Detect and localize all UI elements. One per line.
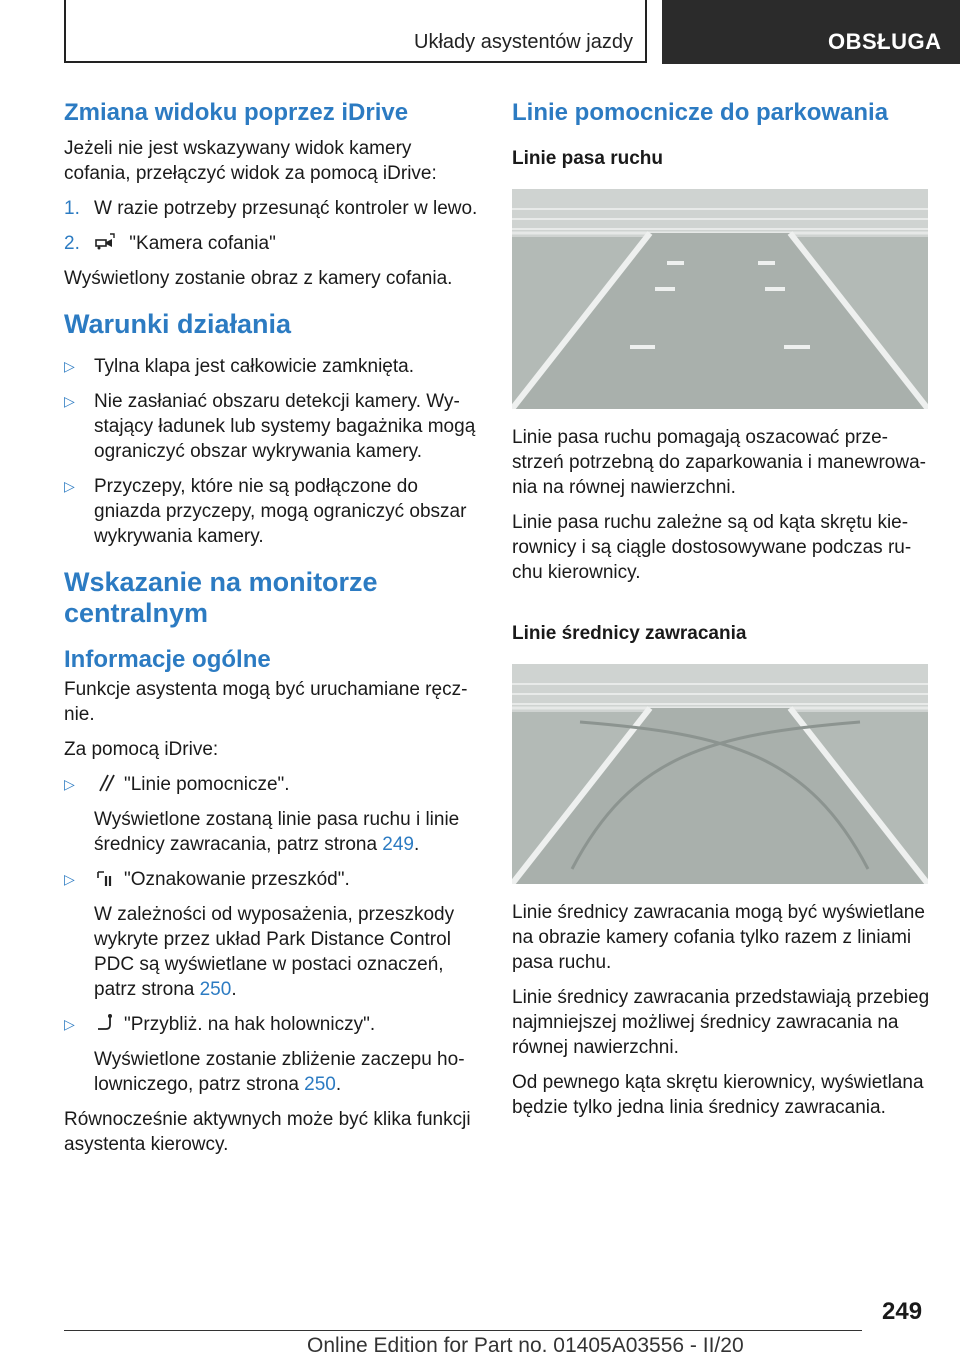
triangle-bullet-icon: ▷ <box>64 393 75 409</box>
page-number: 249 <box>882 1298 923 1325</box>
section-title-conditions: Warunki działania <box>64 309 292 339</box>
footer-edition: Online Edition for Part no. 01405A03556 - II/20 <box>307 1334 744 1357</box>
page-link[interactable]: 250 <box>199 979 232 1000</box>
paragraph: Wyświetlony zostanie obraz z kamery cofania. <box>64 268 453 289</box>
bullet-item <box>64 474 482 549</box>
bullet-item <box>64 354 482 379</box>
bullet-text: Przyczepy, które nie są podłączone do gniazda przyczepy, mogą ograniczyć obszar wykrywania kamery. <box>94 476 467 547</box>
bullet-item <box>64 867 482 1002</box>
paragraph: Linie pasa ruchu zależne są od kąta skrętu kie- rownicy i są ciągle dostosowywane podczas ru- chu kierownicy. <box>512 512 912 583</box>
left-column <box>64 98 482 1167</box>
subsection-title-general: Informacje ogólne <box>64 646 271 673</box>
paragraph: Od pewnego kąta skrętu kierownicy, wyświetlana będzie tylko jedna linia średnicy zawracania. <box>512 1072 924 1118</box>
triangle-bullet-icon: ▷ <box>64 776 75 792</box>
subsection-heading-turning-lines: Linie średnicy zawracania <box>512 623 747 644</box>
bullet-item <box>64 1012 482 1097</box>
section-title-parking-lines: Linie pomocnicze do parkowania <box>512 99 889 126</box>
bullet-text: Nie zasłaniać obszaru detekcji kamery. Wy- stający ładunek lub systemy bagażnika mogą ograniczyć obszar wykrywania kamery. <box>94 391 476 462</box>
bullet-item <box>64 772 482 857</box>
paragraph: Jeżeli nie jest wskazywany widok kamery cofania, przełączyć widok za pomocą iDrive: <box>64 138 437 184</box>
header-section-title: Układy asystentów jazdy <box>64 0 647 63</box>
bullet-label: "Przybliż. na hak holowniczy". <box>124 1014 376 1035</box>
paragraph: Funkcje asystenta mogą być uruchamiane ręcz- nie. <box>64 679 468 725</box>
step-text: "Kamera cofania" <box>129 233 276 254</box>
turning-lines-figure <box>512 664 928 884</box>
bullet-description: W zależności od wyposażenia, przeszkody wykryte przez układ Park Distance Control PDC są wyświetlane w postaci oznaczeń, patrz strona 250. <box>94 904 455 1000</box>
step-number: 2. <box>64 233 80 254</box>
header-chapter-tab[interactable]: OBSŁUGA <box>662 0 960 64</box>
section-title-monitor: Wskazanie na monitorze centralnym <box>64 567 378 628</box>
bullet-item <box>64 389 482 464</box>
bullet-description: Wyświetlone zostanie zbliżenie zaczepu ho- lowniczego, patrz strona 250. <box>94 1049 465 1095</box>
obstacle-marking-icon <box>94 868 118 888</box>
triangle-bullet-icon: ▷ <box>64 871 75 887</box>
triangle-bullet-icon: ▷ <box>64 478 75 494</box>
step-item <box>64 231 482 256</box>
subsection-heading-lane-lines: Linie pasa ruchu <box>512 148 663 169</box>
paragraph: Linie pasa ruchu pomagają oszacować prze- strzeń potrzebną do zaparkowania i manewrowa- nia na równej nawierzchni. <box>512 427 926 498</box>
bullet-text: Tylna klapa jest całkowicie zamknięta. <box>94 356 414 377</box>
footer-divider <box>64 1330 862 1331</box>
step-text: W razie potrzeby przesunąć kontroler w lewo. <box>94 198 478 219</box>
page-link[interactable]: 249 <box>382 834 414 855</box>
step-item <box>64 196 482 221</box>
bullet-label: "Oznakowanie przeszkód". <box>124 869 350 890</box>
bullet-label: "Linie pomocnicze". <box>124 774 290 795</box>
right-column <box>512 98 930 1130</box>
guide-lines-icon <box>94 773 118 793</box>
page-link[interactable]: 250 <box>304 1074 336 1095</box>
lane-lines-figure <box>512 189 928 409</box>
rear-camera-icon <box>94 232 118 252</box>
bullet-description: Wyświetlone zostaną linie pasa ruchu i linie średnicy zawracania, patrz strona 249. <box>94 809 460 855</box>
triangle-bullet-icon: ▷ <box>64 358 75 374</box>
trailer-hitch-icon <box>94 1013 118 1033</box>
paragraph: Równocześnie aktywnych może być klika funkcji asystenta kierowcy. <box>64 1109 471 1155</box>
paragraph: Linie średnicy zawracania przedstawiają przebieg najmniejszej możliwej średnicy zawracania na równej nawierzchni. <box>512 987 930 1058</box>
step-number: 1. <box>64 198 80 219</box>
triangle-bullet-icon: ▷ <box>64 1016 75 1032</box>
paragraph: Za pomocą iDrive: <box>64 739 219 760</box>
section-title-change-view: Zmiana widoku poprzez iDrive <box>64 99 409 126</box>
paragraph: Linie średnicy zawracania mogą być wyświetlane na obrazie kamery cofania tylko razem z liniami pasa ruchu. <box>512 902 925 973</box>
